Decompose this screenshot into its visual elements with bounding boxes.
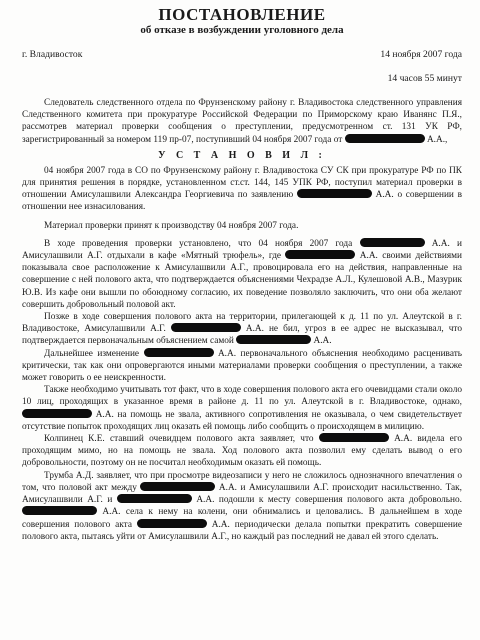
time: 14 часов 55 минут: [387, 73, 462, 84]
document-subtitle: об отказе в возбуждении уголовного дела: [140, 24, 344, 36]
intro-paragraph: Следователь следственного отдела по Фрунзенскому району г. Владивостока следственного управления Следственного комитета при прокуратуре Российской Федерации по Приморскому краю Иванянс П.Я., рассмотрев материал проверки сообщения о преступлении, предусмотренном ст. 131 УК РФ, зарегистрированный за номером 119 пр-07, поступивший 04 ноября 2007 года от А.А.,: [22, 98, 462, 145]
redaction-mark: [144, 348, 214, 357]
city: г. Владивосток: [22, 49, 83, 60]
established-heading: У С Т А Н О В И Л :: [158, 149, 326, 161]
redaction-mark: [319, 433, 389, 442]
paragraph-3: В ходе проведения проверки установлено, что 04 ноября 2007 года А.А. и Амисулашвили А.Г. отдыхали в кафе «Мятный трюфель», где А.А. своими действиями показывала свое расположение к Амисулашвили А.Г., провоцировала его на действия, направленные на совершение с ней полового акта, что подтверждается объяснениями Чехрадзе А.Л., Кулешовой А.В., Мазурик Ю.В. Из кафе они вышли по обоюдному согласию, их поведение позволяло заключить, что они оба желают совершить добровольный половой акт.: [22, 238, 463, 310]
redaction-mark: [236, 335, 311, 344]
paragraph-1: 04 ноября 2007 года в СО по Фрунзенскому району г. Владивостока СУ СК при прокуратуре РФ по ПК для принятия решения в порядке, установленном ст.ст. 144, 145 УПК РФ, поступил материал проверки в отношении Амисулашвили Александра Георгиевича по заявлению А.А. о совершении в отношении нее изнасилования.: [22, 165, 463, 213]
place-date-row: [22, 49, 462, 61]
redaction-mark: [22, 506, 97, 515]
redaction-mark: [297, 189, 372, 198]
redaction-mark: [137, 519, 207, 528]
redaction-mark: [171, 323, 241, 332]
paragraph-4: Позже в ходе совершения полового акта на территории, прилегающей к д. 11 по ул. Алеутской в г. Владивостоке, Амисулашвили А.Г. А.А. не бил, угроз в ее адрес не высказывал, что подтверждается первоначальным объяснением самой А.А.: [22, 312, 462, 347]
date: 14 ноября 2007 года: [380, 49, 462, 60]
document-title: ПОСТАНОВЛЕНИЕ: [158, 5, 326, 24]
paragraph-6: Также необходимо учитывать тот факт, что в ходе совершения полового акта его очевидцами стали около 10 лиц, проходящих в указанное время в районе д. 11 по ул. Алеутской в г. Владивостоке, однако, А.А. на помощь не звала, активного сопротивления не оказывала, о чем свидетельствует отсутствие попыток проходящих лиц оказать ей помощь либо сообщить о происходящем в милицию.: [22, 385, 462, 432]
paragraph-8: Трумба А.Д. заявляет, что при просмотре видеозаписи у него не сложилось однозначного впечатления о том, что половой акт между А.А. и Амисулашвили А.Г. происходит насильственно. Так, Амисулашвили А.Г. и А.А. подошли к месту совершения полового акта добровольно. А.А. села к нему на колени, они обнимались и целовались. В дальнейшем в ходе совершения полового акта А.А. периодически делала попытки прекратить совершение полового акта, пытаясь уйти от Амисулашвили А.Г., но каждый раз последний не давал ей этого сделать.: [22, 470, 462, 542]
redaction-mark: [360, 238, 425, 247]
paragraph-5: Дальнейшее изменение А.А. первоначального объяснения необходимо расценивать критически, так как они опровергаются иными материалами проверки сообщения о преступлении, а также может говорить о ее неискренности.: [22, 348, 463, 384]
paragraph-7: Колпинец К.Е. ставший очевидцем полового акта заявляет, что А.А. видела его проходящим мимо, но на помощь не звала. Ход полового акта позволил ему сделать вывод о его добровольности, поэтому он не посчитал необходимым оказать ей помощь.: [22, 434, 462, 469]
time-row: [22, 73, 462, 85]
redaction-mark: [285, 250, 355, 259]
paragraph-2: Материал проверки принят к производству 04 ноября 2007 года.: [44, 220, 299, 231]
redaction-mark: [345, 134, 425, 143]
redaction-mark: [117, 494, 192, 503]
redaction-mark: [140, 482, 215, 491]
redaction-mark: [22, 409, 92, 418]
